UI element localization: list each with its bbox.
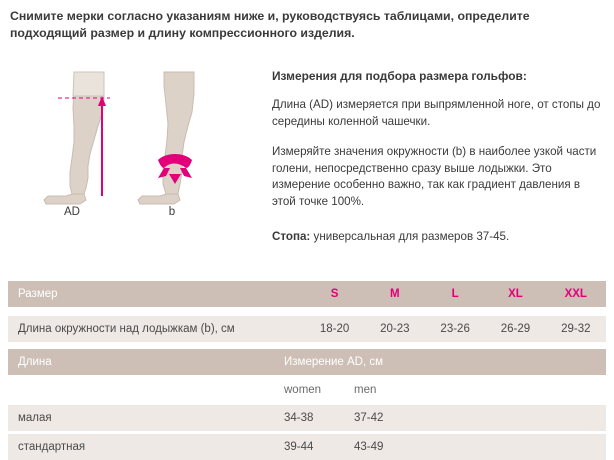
length-header-col1: Длина (8, 349, 276, 375)
caption-ad: AD (64, 206, 80, 218)
size-header-xxl: XXL (564, 288, 587, 300)
length-table-header-row (8, 349, 606, 375)
size-row-value-l: 23-26 (440, 323, 470, 335)
length-sub-men: men (350, 378, 606, 402)
size-header-m: M (390, 288, 400, 300)
size-row-value-xl: 26-29 (500, 323, 531, 335)
size-table-spacer (8, 307, 606, 316)
info-paragraph-2: Измеряйте значения окружности (b) в наиболее узкой части голени, непосредственно сразу выше лодыжки. Это измерение особенно важно, так как градиент давления в этой точке 100%. (272, 144, 597, 209)
size-header-s: S (330, 288, 339, 300)
length-table (8, 349, 606, 460)
size-table (8, 281, 606, 342)
table-row (8, 405, 606, 431)
size-header-l: L (451, 288, 459, 300)
size-table-header-label: Размер (18, 288, 58, 300)
size-table-header-row (8, 281, 606, 307)
leg-b-figure (138, 72, 194, 204)
foot-note (272, 229, 602, 246)
foot-shape-ad (44, 194, 86, 204)
foot-value: универсальная для размеров 37-45. (310, 230, 510, 244)
intro-text: Снимите мерки согласно указаниям ниже и, руководствуясь таблицами, определите подходящий размер и длину компрессионного изделия. (10, 9, 530, 40)
caption-b: b (168, 206, 176, 218)
foot-label: Стопа: (272, 230, 311, 244)
legs-diagram-svg (12, 68, 262, 208)
size-table-row (8, 316, 606, 342)
thigh-top (73, 72, 104, 96)
length-header-col2: Измерение AD, см (276, 349, 606, 375)
info-column (272, 68, 602, 246)
length-row-women-standard: 39-44 (276, 434, 350, 460)
table-row (8, 434, 606, 460)
leg-ad-figure (44, 72, 110, 204)
size-row-value-xxl: 29-32 (561, 323, 591, 335)
size-row-value-s: 18-20 (319, 323, 350, 335)
length-sub-empty (8, 378, 276, 402)
length-row-label-standard: стандартная (8, 434, 276, 460)
length-subheader-row (8, 378, 606, 402)
info-paragraph-1: Длина (AD) измеряется при выпрямленной ноге, от стопы до середины коленной чашечки. (272, 98, 601, 129)
info-heading: Измерения для подбора размера гольфов: (272, 69, 527, 83)
length-row-men-small: 37-42 (350, 405, 606, 431)
spacer-cell (8, 307, 606, 316)
leg-illustrations (12, 68, 262, 238)
size-row-label: Длина окружности над лодыжкам (b), см (18, 323, 235, 335)
size-header-xl: XL (508, 288, 523, 300)
length-row-men-standard: 43-49 (350, 434, 606, 460)
length-sub-women: women (276, 378, 350, 402)
foot-shape-b (138, 194, 180, 204)
length-row-label-small: малая (8, 405, 276, 431)
length-row-women-small: 34-38 (276, 405, 350, 431)
size-row-value-m: 20-23 (380, 323, 410, 335)
